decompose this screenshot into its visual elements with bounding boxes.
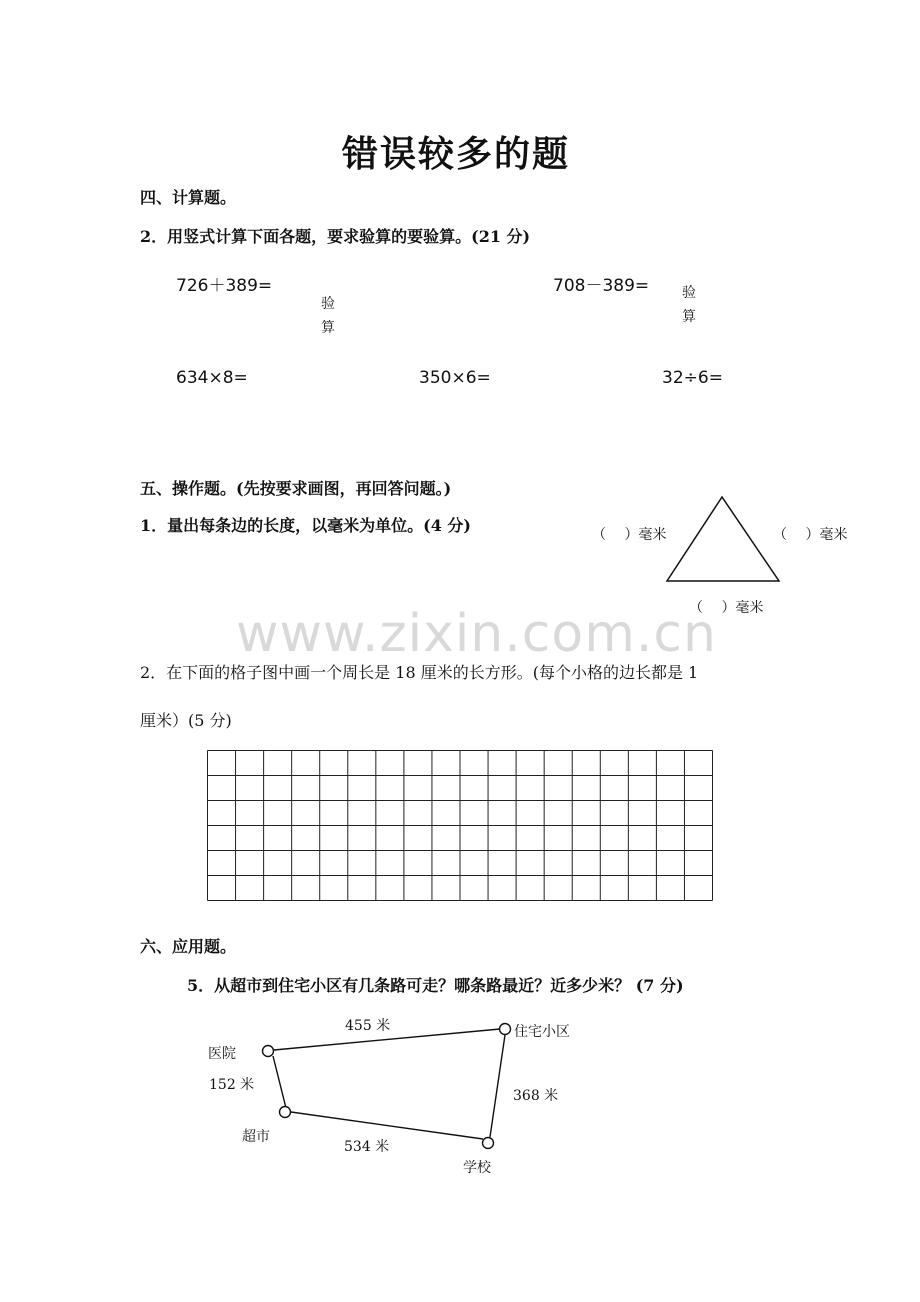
label-supermarket: 超市: [242, 1129, 270, 1145]
question-5-2-line1: 2．在下面的格子图中画一个周长是 18 厘米的长方形。(每个小格的边长都是 1: [140, 663, 699, 682]
expr-multiplication-2: 350×6=: [419, 368, 491, 388]
expr-division: 32÷6=: [662, 368, 723, 388]
distance-hospital-supermarket: 152 米: [209, 1077, 255, 1093]
distance-supermarket-school: 534 米: [344, 1139, 390, 1155]
supermarket-node: [280, 1107, 291, 1118]
question-5-1: 1．量出每条边的长度，以毫米为单位。(4 分): [140, 516, 471, 535]
expr-addition: 726＋389=: [176, 276, 273, 296]
expr-subtraction: 708－389=: [553, 276, 650, 296]
question-6-5: 5．从超市到住宅小区有几条路可走？哪条路最近？近多少米？ (7 分): [187, 976, 684, 995]
check-char: 算: [321, 320, 335, 336]
question-5-2-line2: 厘米）(5 分): [140, 711, 232, 730]
residence-node: [500, 1024, 511, 1035]
label-residence: 住宅小区: [514, 1024, 570, 1040]
question-4-2: 2．用竖式计算下面各题，要求验算的要验算。(21 分): [140, 227, 531, 246]
label-school: 学校: [463, 1160, 491, 1176]
expr-multiplication-1: 634×8=: [176, 368, 248, 388]
check-char: 验: [321, 296, 335, 312]
section-6-heading: 六、应用题。: [140, 937, 237, 956]
distance-hospital-residence: 455 米: [345, 1018, 391, 1034]
triangle-right-side-label: （ ）毫米: [773, 527, 848, 543]
label-hospital: 医院: [208, 1046, 236, 1062]
road-school-residence: [490, 1035, 505, 1137]
check-char: 算: [682, 309, 696, 325]
distance-school-residence: 368 米: [513, 1088, 559, 1104]
road-supermarket-school: [291, 1112, 483, 1139]
triangle-left-side-label: （ ）毫米: [592, 527, 667, 543]
check-char: 验: [682, 285, 696, 301]
triangle-bottom-side-label: （ ）毫米: [689, 600, 764, 616]
section-4-heading: 四、计算题。: [140, 188, 237, 207]
watermark: www.zixin.com.cn: [236, 604, 717, 664]
school-node: [483, 1138, 494, 1149]
page-title: 错误较多的题: [342, 133, 571, 175]
road-hospital-supermarket: [273, 1056, 286, 1108]
section-5-heading: 五、操作题。(先按要求画图，再回答问题。): [140, 479, 452, 498]
hospital-node: [263, 1046, 274, 1057]
